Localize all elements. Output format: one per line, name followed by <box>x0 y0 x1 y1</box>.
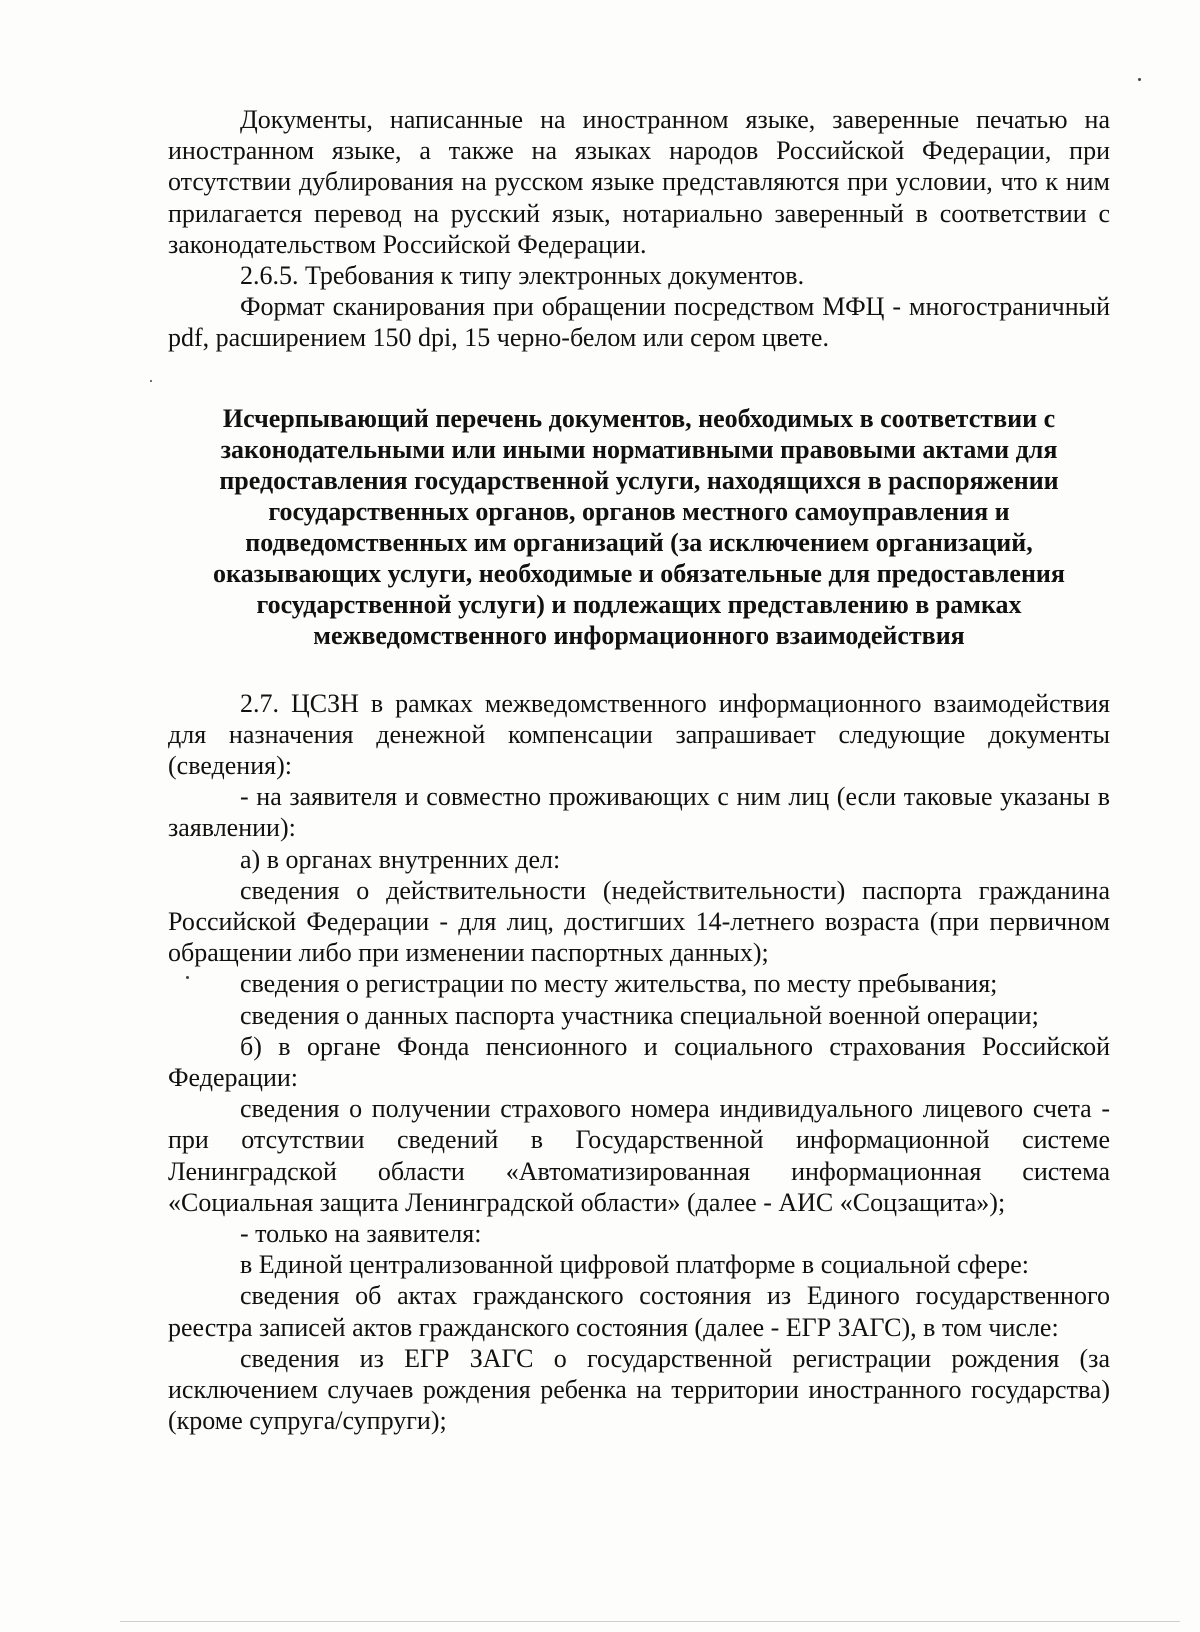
scan-speck <box>150 380 152 382</box>
paragraph-digital-platform: в Единой централизованной цифровой платформе в социальной сфере: <box>240 1250 1030 1280</box>
paragraph-scan-format: Формат сканирования при обращении посредством МФЦ - многостраничный pdf, расширением 150 dpi, 15 черно-белом или сером цвете. <box>168 292 1110 353</box>
paragraph-internal-affairs: а) в органах внутренних дел: <box>240 844 561 874</box>
section-heading: Исчерпывающий перечень документов, необходимых в соответствии с законодательными или иными нормативными правовыми актами для предоставления государственной услуги, находящихся в распоряжении государственных органов, органов местного самоуправления и подведомственных им организаций (за исключением организаций, оказывающих услуги, необходимые и обязательные для предоставления государственной услуги) и подлежащих представлению в рамках межведомственного информационного взаимодействия <box>213 403 1065 650</box>
paragraph-birth-registration: сведения из ЕГР ЗАГС о государственной регистрации рождения (за исключением случаев рождения ребенка на территории иностранного государства) (кроме супруга/супруги); <box>168 1343 1110 1436</box>
paragraph-applicant-and-cohabitants: - на заявителя и совместно проживающих с ним лиц (если таковые указаны в заявлении): <box>168 782 1110 843</box>
scan-speck <box>1138 78 1141 81</box>
document-body <box>168 104 1110 1437</box>
paragraph-applicant-only: - только на заявителя: <box>240 1219 482 1249</box>
paragraph-passport-validity: сведения о действительности (недействительности) паспорта гражданина Российской Федерации - для лиц, достигших 14-летнего возраста (при первичном обращении либо при изменении паспортных данных); <box>168 875 1110 968</box>
paragraph-snils: сведения о получении страхового номера индивидуального лицевого счета - при отсутствии сведений в Государственной информационной системе Ленинградской области «Автоматизированная информационная система «Социальная защита Ленинградской области» (далее - АИС «Соцзащита»); <box>168 1094 1110 1217</box>
paragraph-svo-passport: сведения о данных паспорта участника специальной военной операции; <box>240 1000 1039 1030</box>
paragraph-foreign-documents: Документы, написанные на иностранном языке, заверенные печатью на иностранном языке, а также на языках народов Российской Федерации, при отсутствии дублирования на русском языке представляются при условии, что к ним прилагается перевод на русский язык, нотариально заверенный в соответствии с законодательством Российской Федерации. <box>168 105 1110 259</box>
paragraph-registration: сведения о регистрации по месту жительства, по месту пребывания; <box>240 969 998 999</box>
scan-edge-line <box>120 1621 1180 1622</box>
paragraph-2-7: 2.7. ЦСЗН в рамках межведомственного информационного взаимодействия для назначения денежной компенсации запрашивает следующие документы (сведения): <box>168 688 1110 781</box>
paragraph-2-6-5: 2.6.5. Требования к типу электронных документов. <box>240 261 805 291</box>
scan-speck <box>186 976 189 979</box>
paragraph-egr-zags: сведения об актах гражданского состояния из Единого государственного реестра записей актов гражданского состояния (далее - ЕГР ЗАГС), в том числе: <box>168 1281 1110 1342</box>
paragraph-pension-fund: б) в органе Фонда пенсионного и социального страхования Российской Федерации: <box>168 1031 1110 1093</box>
